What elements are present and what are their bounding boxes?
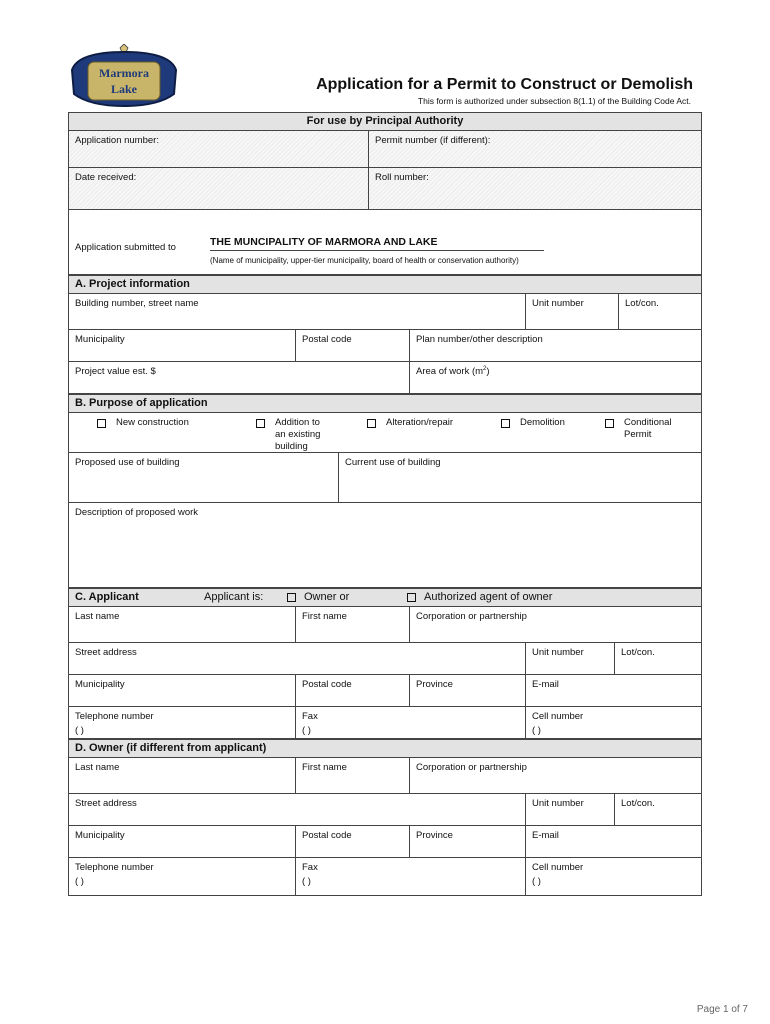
section-d-row-1 [68,758,702,794]
section-d-row-2 [68,794,702,826]
description-field[interactable] [69,503,701,587]
applicant-lot-con-field[interactable] [615,643,701,674]
date-received-label: Date received: [75,172,137,183]
permit-number-label: Permit number (if different): [375,135,491,146]
checkbox-icon[interactable] [407,593,416,602]
option-alteration-repair[interactable]: Alteration/repair [367,417,453,429]
fax-area-code: ( ) [302,876,311,887]
plan-number-label: Plan number/other description [416,334,543,345]
applicant-email-field[interactable] [526,675,701,706]
section-d-heading: D. Owner (if different from applicant) [68,739,702,758]
submitted-to-label: Application submitted to [75,242,176,253]
unit-number-label: Unit number [532,298,584,309]
logo-text-line-1: Marmora [99,66,149,80]
checkbox-icon[interactable] [256,419,265,428]
logo-text-line-2: Lake [110,82,138,96]
applicant-street-address-field[interactable] [69,643,526,674]
owner-street-address-field[interactable] [69,794,526,825]
municipality-label: Municipality [75,334,125,345]
municipality-logo [68,44,180,110]
form-title: Application for a Permit to Construct or Demolish [316,76,693,93]
owner-cell-field[interactable] [526,858,701,895]
section-c-row-1 [68,607,702,643]
roll-number-field[interactable] [369,168,701,209]
application-submitted-to [68,210,702,275]
municipality-label: Municipality [75,830,125,841]
section-b-description-row [68,503,702,588]
checkbox-icon[interactable] [97,419,106,428]
plan-number-field[interactable] [410,330,701,361]
unit-number-field[interactable] [526,294,619,329]
lot-con-label: Lot/con. [625,298,659,309]
street-address-label: Street address [75,798,137,809]
owner-fax-field[interactable] [296,858,526,895]
section-c-title: C. Applicant [75,591,139,603]
section-c-row-3 [68,675,702,707]
fax-label: Fax [302,711,318,722]
cell-area-code: ( ) [532,876,541,887]
section-a-row-1 [68,294,702,330]
applicant-is-label: Applicant is: [204,591,264,603]
lot-con-label: Lot/con. [621,647,655,658]
first-name-label: First name [302,611,347,622]
section-b-use-row [68,453,702,503]
current-use-field[interactable] [339,453,701,502]
email-label: E-mail [532,679,559,690]
authority-row-2 [68,168,702,210]
option-demolition[interactable]: Demolition [501,417,565,429]
section-c-row-2 [68,643,702,675]
form-subtitle: This form is authorized under subsection 8(1.1) of the Building Code Act. [417,96,691,106]
applicant-corporation-field[interactable] [410,607,701,642]
telephone-label: Telephone number [75,711,154,722]
checkbox-icon[interactable] [367,419,376,428]
last-name-label: Last name [75,762,120,773]
permit-form [68,112,702,896]
applicant-telephone-field[interactable] [69,707,296,738]
checkbox-icon[interactable] [501,419,510,428]
description-label: Description of proposed work [75,507,199,518]
fax-area-code: ( ) [302,725,311,736]
municipality-field[interactable] [69,330,296,361]
option-authorized-agent[interactable]: Authorized agent of owner [407,589,552,606]
province-label: Province [416,830,453,841]
cell-label: Cell number [532,862,584,873]
province-label: Province [416,679,453,690]
owner-corporation-field[interactable] [410,758,701,793]
applicant-first-name-field[interactable] [296,607,410,642]
area-of-work-label: Area of work $(m^2)$ [416,366,490,378]
applicant-province-field[interactable] [410,675,526,706]
last-name-label: Last name [75,611,120,622]
page-number: Page 1 of 7 [696,1004,748,1015]
application-number-field[interactable] [69,131,369,167]
proposed-use-label: Proposed use of building [75,457,180,468]
owner-province-field[interactable] [410,826,526,857]
section-d-row-3 [68,826,702,858]
current-use-label: Current use of building [345,457,441,468]
cell-label: Cell number [532,711,584,722]
owner-email-field[interactable] [526,826,701,857]
checkbox-icon[interactable] [287,593,296,602]
section-c-row-4 [68,707,702,739]
owner-telephone-field[interactable] [69,858,296,895]
owner-municipality-field[interactable] [69,826,296,857]
owner-lot-con-field[interactable] [615,794,701,825]
option-conditional-permit[interactable]: Conditional Permit [605,417,672,441]
corporation-label: Corporation or partnership [416,611,527,622]
authority-heading: For use by Principal Authority [68,112,702,131]
email-label: E-mail [532,830,559,841]
first-name-label: First name [302,762,347,773]
applicant-postal-code-field[interactable] [296,675,410,706]
lot-con-label: Lot/con. [621,798,655,809]
fax-label: Fax [302,862,318,873]
owner-last-name-field[interactable] [69,758,296,793]
applicant-municipality-field[interactable] [69,675,296,706]
project-value-label: Project value est. $ [75,366,156,377]
applicant-cell-field[interactable] [526,707,701,738]
purpose-options [68,413,702,453]
proposed-use-field[interactable] [69,453,339,502]
municipality-hint: (Name of municipality, upper-tier municipality, board of health or conservation authority) [210,256,519,265]
corporation-label: Corporation or partnership [416,762,527,773]
roll-number-label: Roll number: [375,172,429,183]
postal-code-field[interactable] [296,330,410,361]
owner-first-name-field[interactable] [296,758,410,793]
postal-code-label: Postal code [302,830,352,841]
applicant-unit-number-field[interactable] [526,643,615,674]
section-d-row-4 [68,858,702,896]
postal-code-label: Postal code [302,334,352,345]
telephone-label: Telephone number [75,862,154,873]
section-a-row-2 [68,330,702,362]
area-of-work-field[interactable] [410,362,701,393]
lot-con-field[interactable] [619,294,701,329]
application-number-label: Application number: [75,135,159,146]
applicant-fax-field[interactable] [296,707,526,738]
option-owner[interactable]: Owner or [287,589,349,606]
section-a-row-3 [68,362,702,394]
section-b-heading: B. Purpose of application [68,394,702,413]
owner-postal-code-field[interactable] [296,826,410,857]
section-a-heading: A. Project information [68,275,702,294]
unit-number-label: Unit number [532,647,584,658]
owner-unit-number-field[interactable] [526,794,615,825]
building-number-field[interactable] [69,294,526,329]
unit-number-label: Unit number [532,798,584,809]
building-number-label: Building number, street name [75,298,199,309]
municipality-name-value[interactable]: THE MUNCIPALITY OF MARMORA AND LAKE [210,236,544,251]
project-value-field[interactable] [69,362,410,393]
street-address-label: Street address [75,647,137,658]
section-c-heading [68,588,702,607]
municipality-label: Municipality [75,679,125,690]
option-addition[interactable]: Addition to an existing building [256,417,320,453]
telephone-area-code: ( ) [75,876,84,887]
postal-code-label: Postal code [302,679,352,690]
cell-area-code: ( ) [532,725,541,736]
date-received-field[interactable] [69,168,369,209]
telephone-area-code: ( ) [75,725,84,736]
permit-number-field[interactable] [369,131,701,167]
checkbox-icon[interactable] [605,419,614,428]
applicant-last-name-field[interactable] [69,607,296,642]
option-new-construction[interactable]: New construction [97,417,189,429]
authority-row-1 [68,131,702,168]
